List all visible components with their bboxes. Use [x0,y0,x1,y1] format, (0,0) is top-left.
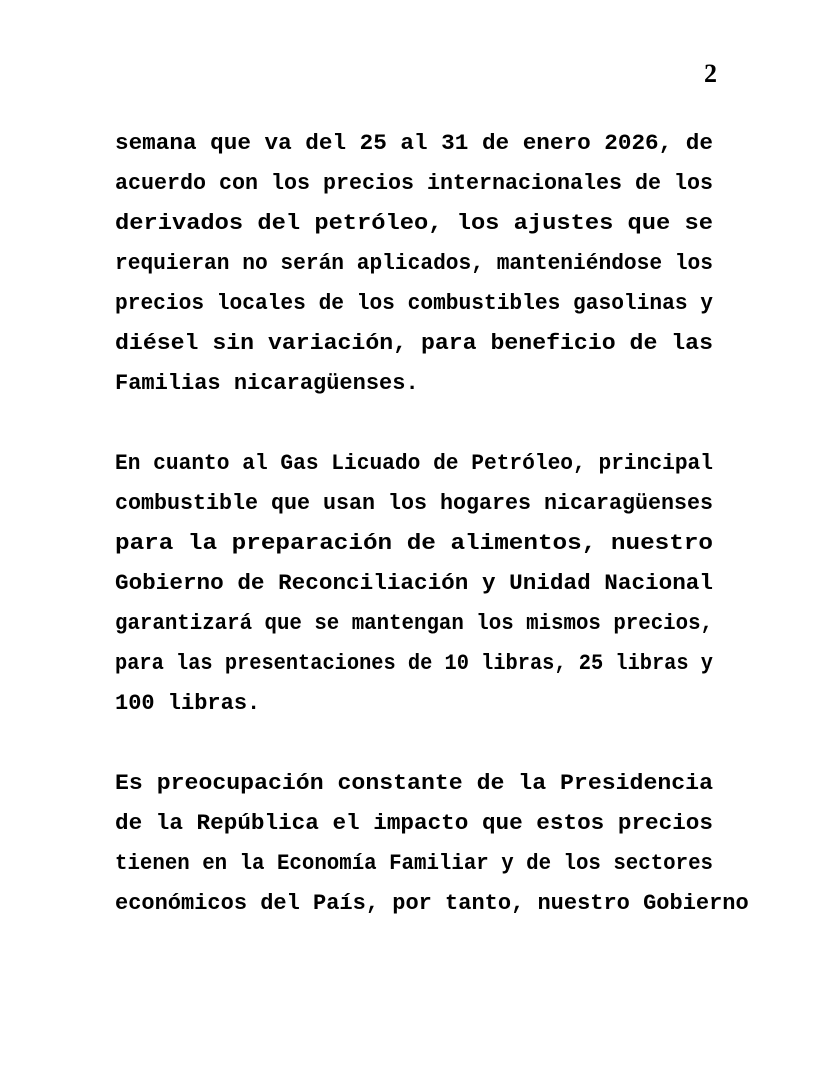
text-line-content: para la preparación de alimentos, nuestro [115,531,713,556]
text-line [115,684,713,724]
text-line-content: derivados del petróleo, los ajustes que se [115,211,713,236]
text-line-content: precios locales de los combustibles gasolinas y [115,291,713,316]
text-line [115,524,713,564]
paragraph [115,124,713,404]
text-line [115,564,713,604]
text-line-content: para las presentaciones de 10 libras, 25 libras y [115,651,713,676]
text-line-content: garantizará que se mantengan los mismos precios, [115,611,713,636]
text-line-content: combustible que usan los hogares nicaragüenses [115,491,713,516]
text-line [115,444,713,484]
text-line-content: Familias nicaragüenses. [115,371,419,396]
text-line-content: tienen en la Economía Familiar y de los sectores [115,851,713,876]
text-line [115,884,749,924]
text-line [115,204,713,244]
text-line-content: acuerdo con los precios internacionales de los [115,171,713,196]
text-line [115,644,713,684]
page-number: 2 [704,59,717,88]
paragraph [115,764,749,924]
text-line [115,284,713,324]
text-line [115,124,713,164]
text-line [115,764,713,804]
text-line-content: diésel sin variación, para beneficio de las [115,331,713,356]
text-line-content: de la República el impacto que estos precios [115,811,713,836]
text-line [115,364,713,404]
text-line [115,164,713,204]
text-line-content: semana que va del 25 al 31 de enero 2026, de [115,131,713,156]
text-line [115,484,713,524]
text-line-content: Gobierno de Reconciliación y Unidad Nacional [115,571,713,596]
text-line [115,604,713,644]
paragraph [115,444,713,724]
text-line-content: En cuanto al Gas Licuado de Petróleo, principal [115,451,713,476]
text-line [115,804,713,844]
document-body [115,124,749,964]
text-line-content: requieran no serán aplicados, manteniéndose los [115,251,713,276]
text-line [115,324,713,364]
text-line-content: económicos del País, por tanto, nuestro Gobierno [115,891,749,916]
text-line-content: 100 libras. [115,691,261,716]
text-line [115,844,713,884]
text-line [115,244,713,284]
text-line-content: Es preocupación constante de la Presidencia [115,771,713,796]
